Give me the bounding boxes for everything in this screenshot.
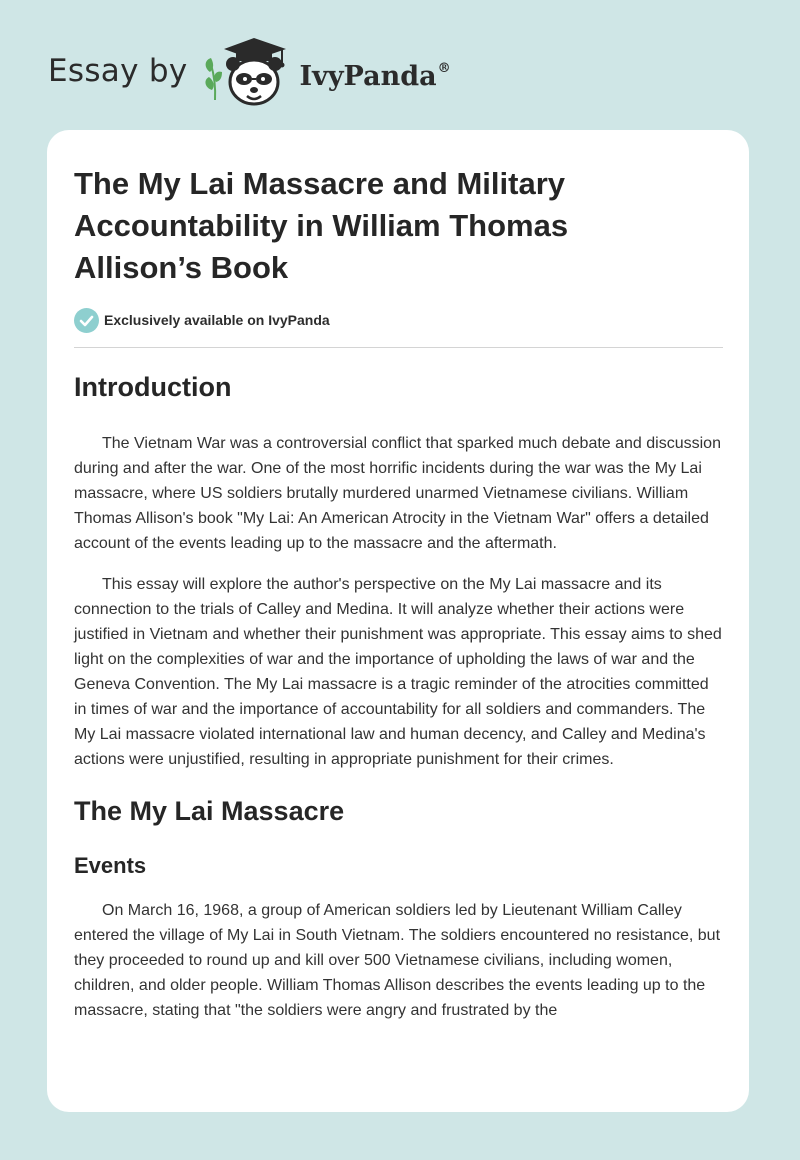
paragraph-intro-2: This essay will explore the author's perspective on the My Lai massacre and its connection to the trials of Calley and Medina. It will analyze whether their actions were justified in Vietnam and whether their punishment was appropriate. This essay aims to shed light on the complexities of war and the importance of upholding the laws of war and the Geneva Convention. The My Lai massacre is a tragic reminder of the atrocities committed in times of war and the importance of accountability for all soldiers and commanders. The My Lai massacre violated international law and human decency, and Calley and Medina's actions were unjustified, resulting in appropriate punishment for their crimes. [74, 576, 722, 768]
essay-title: The My Lai Massacre and Military Accountability in William Thomas Allison’s Book [74, 166, 569, 285]
paragraph-events-1: On March 16, 1968, a group of American soldiers led by Lieutenant William Calley entered the village of My Lai in South Vietnam. The soldiers encountered no resistance, but they proceeded to round up and kill over 500 Vietnamese civilians, including women, children, and older people. William Thomas Allison describes the events leading up to the massacre, stating that "the soldiers were angry and frustrated by the [74, 902, 721, 1019]
brand-name[interactable]: IvyPanda® [299, 60, 451, 92]
title-divider [74, 347, 723, 348]
brand-prefix: Essay by [48, 53, 188, 89]
subsection-heading-events: Events [74, 853, 147, 878]
section-heading-my-lai-massacre: The My Lai Massacre [74, 796, 345, 826]
brand-header [48, 34, 508, 114]
essay-card [47, 130, 749, 1112]
exclusive-badge [74, 307, 723, 333]
panda-graduate-icon[interactable] [202, 34, 294, 114]
paragraph-intro-1: The Vietnam War was a controversial conflict that sparked much debate and discussion during and after the war. One of the most horrific incidents during the war was the My Lai massacre, where US soldiers brutally murdered unarmed Vietnamese civilians. William Thomas Allison's book "My Lai: An American Atrocity in the Vietnam War" offers a detailed account of the events leading up to the massacre and the aftermath. [74, 435, 721, 552]
exclusive-badge-label: Exclusively available on IvyPanda [104, 312, 330, 328]
registered-mark: ® [437, 60, 451, 76]
check-circle-icon [74, 308, 99, 333]
section-heading-introduction: Introduction [74, 372, 232, 402]
